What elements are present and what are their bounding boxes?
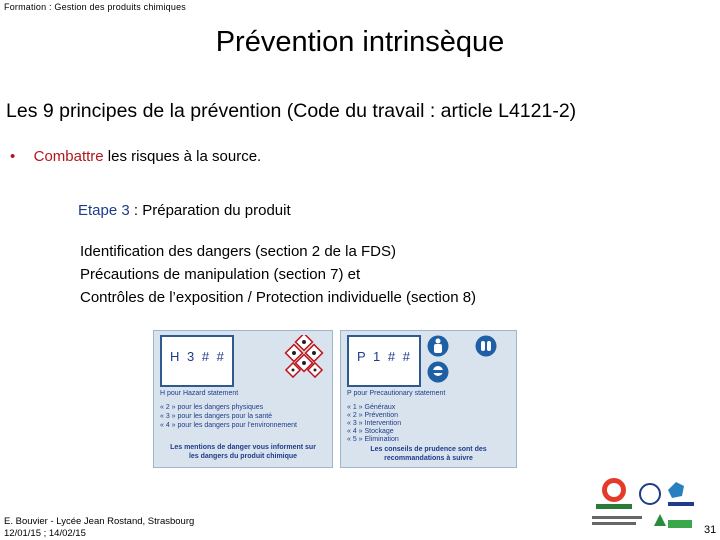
ghs-pictograms-icon (282, 335, 328, 381)
hazard-footer-1: Les mentions de danger vous informent sur (170, 444, 316, 451)
protective-clothing-icon (427, 335, 449, 357)
step-text: : Préparation du produit (129, 202, 291, 219)
precaution-code-box (347, 335, 421, 387)
bullet-text: les risques à la source. (103, 148, 262, 165)
precaution-footer-2: recommandations à suivre (384, 455, 473, 462)
bullet-item (10, 148, 261, 165)
precaution-item: « 1 » Généraux (347, 404, 396, 411)
slide-title: Prévention intrinsèque (215, 26, 505, 58)
partner-logos-icon (588, 472, 698, 538)
hazard-caption: H pour Hazard statement (160, 390, 239, 397)
precaution-footer-1: Les conseils de prudence sont des (370, 446, 487, 453)
precautionary-statement-panel (340, 330, 517, 468)
bullet-marker: • (10, 148, 16, 165)
identification-line-2: Précautions de manipulation (section 7) et (80, 266, 361, 283)
gloves-icon (475, 335, 497, 357)
precaution-caption: P pour Precautionary statement (347, 390, 446, 397)
bullet-highlight: Combattre (33, 148, 104, 165)
identification-line-3: Contrôles de l’exposition / Protection individuelle (section 8) (80, 289, 477, 306)
face-shield-icon (427, 361, 449, 383)
hazard-item: « 3 » pour les dangers pour la santé (160, 413, 273, 420)
precaution-item: « 4 » Stockage (347, 428, 394, 435)
hazard-item: « 2 » pour les dangers physiques (160, 404, 264, 411)
hazard-code-box (160, 335, 234, 387)
identification-line-1: Identification des dangers (section 2 de la FDS) (80, 243, 397, 260)
page-number: 31 (704, 524, 717, 536)
precaution-item: « 5 » Elimination (347, 436, 399, 443)
slide-subtitle: Les 9 principes de la prévention (Code du travail : article L4121-2) (6, 100, 577, 122)
precaution-item: « 3 » Intervention (347, 420, 402, 427)
step-heading (78, 202, 291, 219)
hazard-statement-panel (153, 330, 333, 468)
course-header: Formation : Gestion des produits chimiques (4, 2, 186, 12)
footer-author: E. Bouvier - Lycée Jean Rostand, Strasbourg (4, 516, 195, 527)
precaution-item: « 2 » Prévention (347, 412, 398, 419)
step-label: Etape 3 (78, 202, 130, 219)
hazard-footer-2: les dangers du produit chimique (188, 453, 298, 460)
hazard-code: H 3 # # (170, 349, 226, 364)
precaution-code: P 1 # # (357, 349, 412, 364)
hazard-item: « 4 » pour les dangers pour l’environnement (160, 422, 297, 429)
footer-dates: 12/01/15 ; 14/02/15 (4, 528, 86, 539)
